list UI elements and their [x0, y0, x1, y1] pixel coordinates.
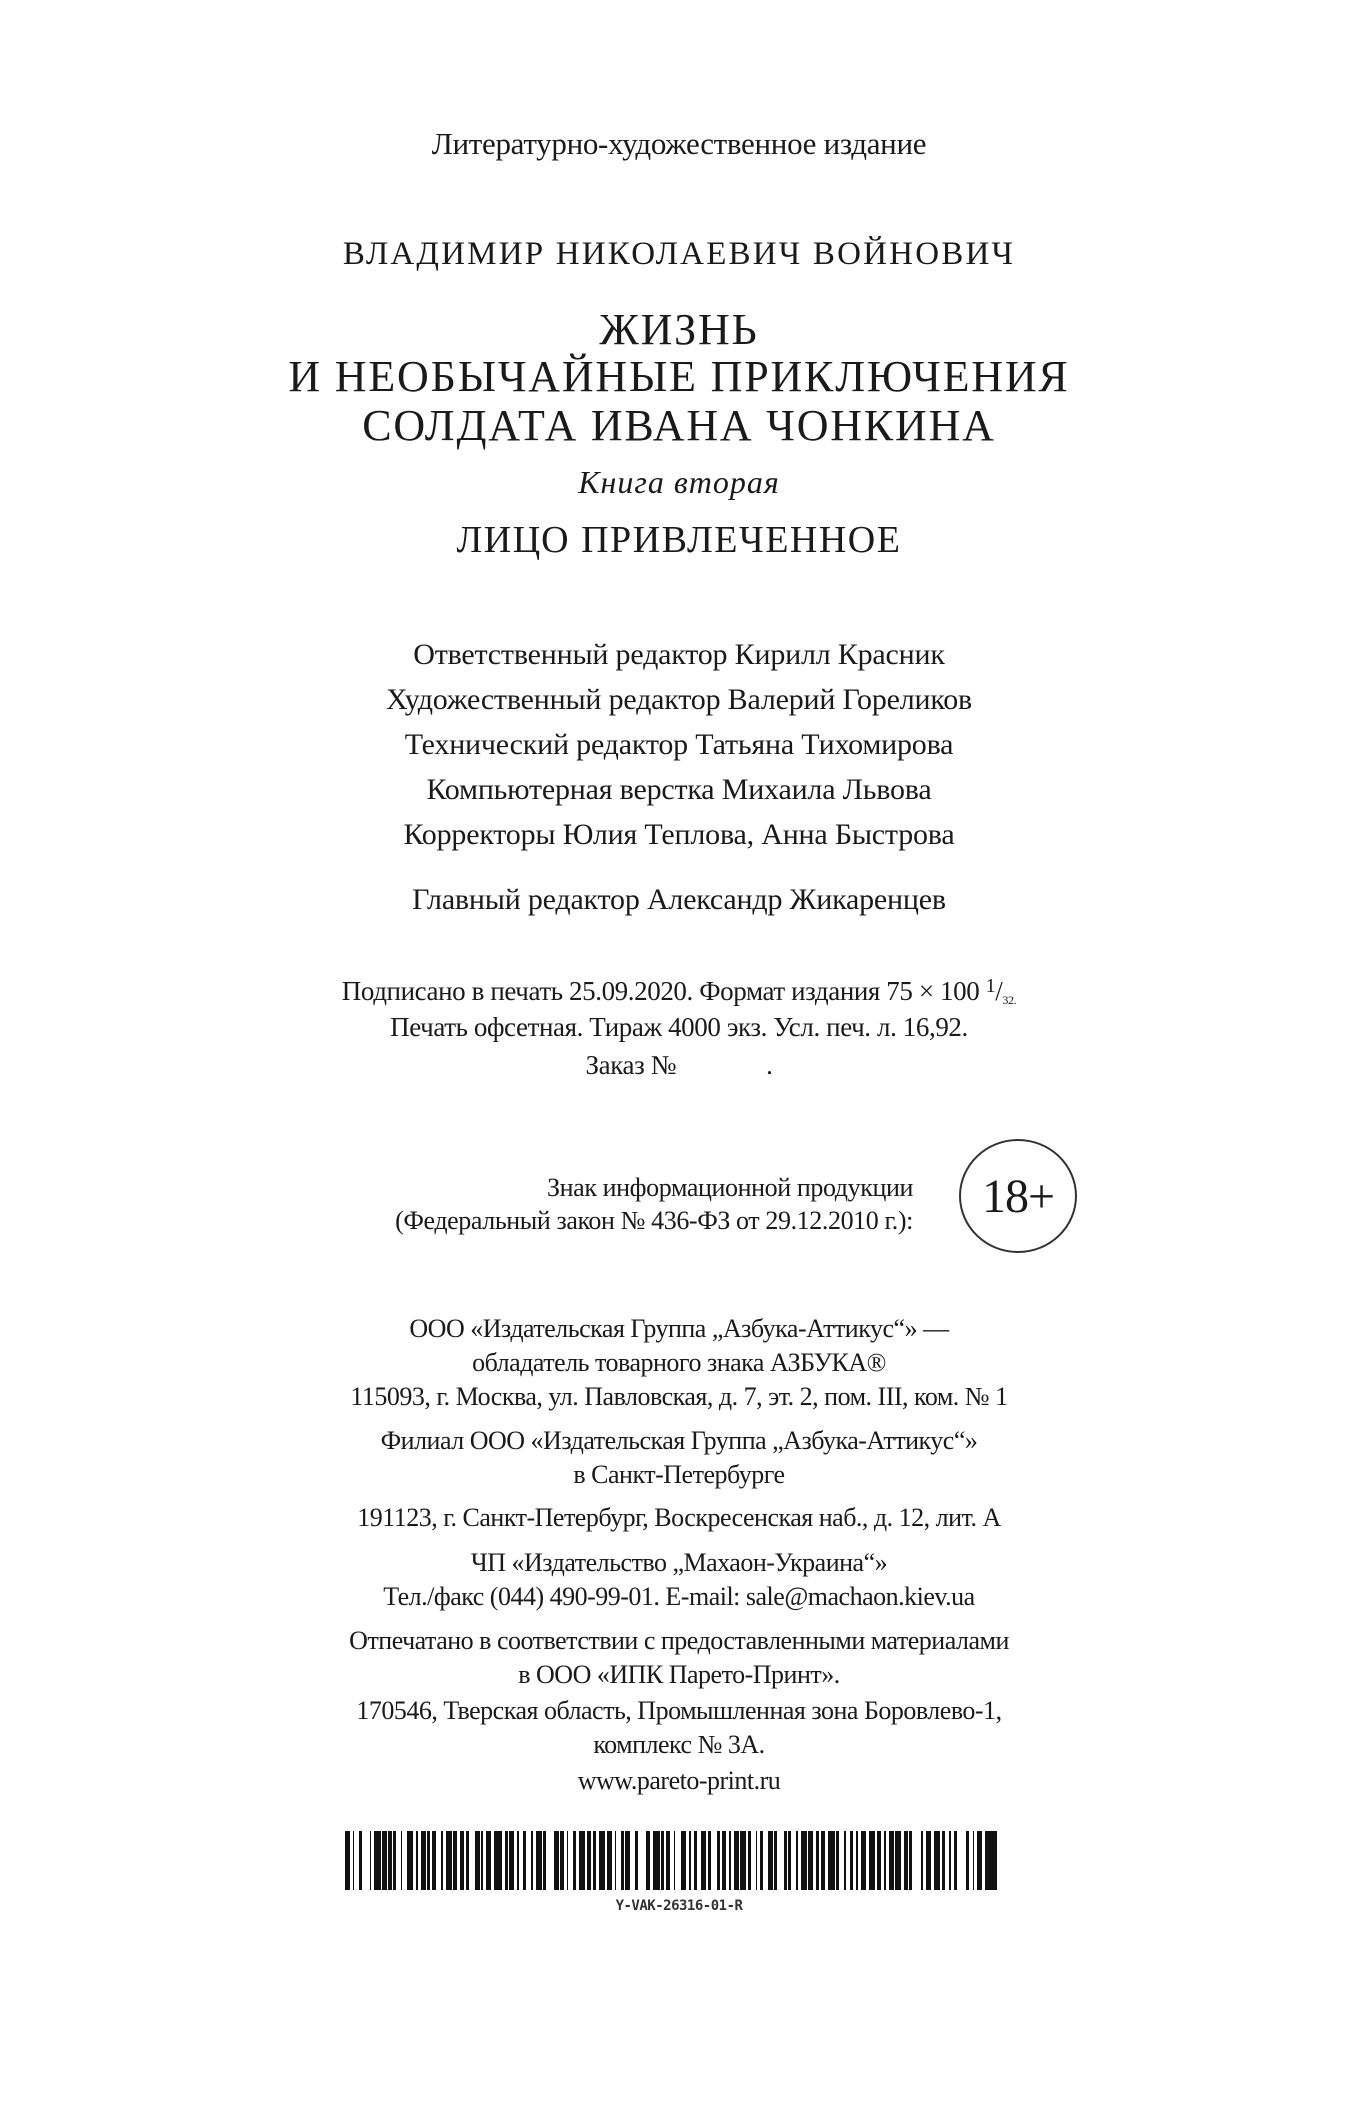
credit-proofreaders: Корректоры Юлия Теплова, Анна Быстрова [403, 818, 955, 851]
author-name: ВЛАДИМИР НИКОЛАЕВИЧ ВОЙНОВИЧ [342, 236, 1016, 272]
info-sign-label: Знак информационной продукции [547, 1173, 913, 1202]
format-end: . [1013, 993, 1017, 1007]
branch-line: в Санкт-Петербурге [573, 1460, 785, 1489]
format-separator: / [995, 976, 1003, 1006]
order-end: . [766, 1050, 773, 1080]
barcode-space [912, 1831, 921, 1890]
printer-address: 170546, Тверская область, Промышленная зона Боровлево-1, [356, 1696, 1002, 1725]
order-number [0, 1052, 1358, 1079]
branch-address: 191123, г. Санкт-Петербург, Воскресенская наб., д. 12, лит. А [357, 1503, 1001, 1532]
barcode-space [997, 1831, 999, 1890]
print-signed-format [0, 976, 1358, 1006]
ukraine-publisher: ЧП «Издательство „Махаон-Украина“» [470, 1548, 888, 1577]
publisher-address: 115093, г. Москва, ул. Павловская, д. 7, эт. 2, пом. III, ком. № 1 [350, 1382, 1008, 1411]
barcode-bar [494, 1831, 502, 1890]
info-sign-law: (Федеральный закон № 436-ФЗ от 29.12.2010 г.): [395, 1206, 913, 1235]
printer-line: в ООО «ИПК Парето-Принт». [518, 1660, 840, 1689]
edition-type: Литературно-художественное издание [431, 126, 927, 161]
barcode-space [546, 1831, 554, 1890]
ukraine-contacts: Тел./факс (044) 490-99-01. E-mail: sale@machaon.kiev.ua [383, 1582, 975, 1611]
book-label: Книга вторая [578, 464, 780, 500]
print-signed-text: Подписано в печать 25.09.2020. Формат издания 75 × 100 [341, 976, 986, 1006]
format-numerator: 1 [985, 975, 996, 997]
title-line-3: СОЛДАТА ИВАНА ЧОНКИНА [362, 401, 996, 450]
publisher-line: ООО «Издательская Группа „Азбука-Аттикус“» — [409, 1314, 949, 1343]
barcode [345, 1831, 1001, 1890]
age-rating-badge [959, 1139, 1077, 1253]
printer-website: www.pareto-print.ru [577, 1766, 781, 1795]
barcode-space [638, 1831, 646, 1890]
credit-technical-editor: Технический редактор Татьяна Тихомирова [404, 728, 954, 761]
format-denominator: 32 [1002, 993, 1014, 1007]
credit-art-editor: Художественный редактор Валерий Гореликов [385, 683, 973, 716]
credit-managing-editor: Ответственный редактор Кирилл Красник [413, 638, 945, 671]
barcode-space [362, 1831, 370, 1890]
credit-chief-editor: Главный редактор Александр Жикаренцев [412, 883, 946, 916]
branch-line: Филиал ООО «Издательская Группа „Азбука-Аттикус“» [380, 1426, 978, 1455]
barcode-text: Y-VAK-26316-01-R [615, 1898, 743, 1914]
title-line-1: ЖИЗНЬ [599, 305, 759, 354]
printer-address: комплекс № 3А. [593, 1730, 765, 1759]
age-rating-text: 18+ [981, 1169, 1055, 1223]
print-run-info: Печать офсетная. Тираж 4000 экз. Усл. печ. л. 16,92. [390, 1012, 968, 1042]
printer-line: Отпечатано в соответствии с предоставленными материалами [349, 1626, 1009, 1655]
barcode-space [957, 1831, 966, 1890]
subtitle: ЛИЦО ПРИВЛЕЧЕННОЕ [456, 519, 902, 561]
credit-layout: Компьютерная верстка Михаила Львова [426, 773, 932, 806]
order-label: Заказ № [585, 1050, 677, 1080]
barcode-bar [985, 1831, 997, 1890]
title-line-2: И НЕОБЫЧАЙНЫЕ ПРИКЛЮЧЕНИЯ [288, 352, 1070, 401]
publisher-line: обладатель товарного знака АЗБУКА® [472, 1348, 886, 1377]
